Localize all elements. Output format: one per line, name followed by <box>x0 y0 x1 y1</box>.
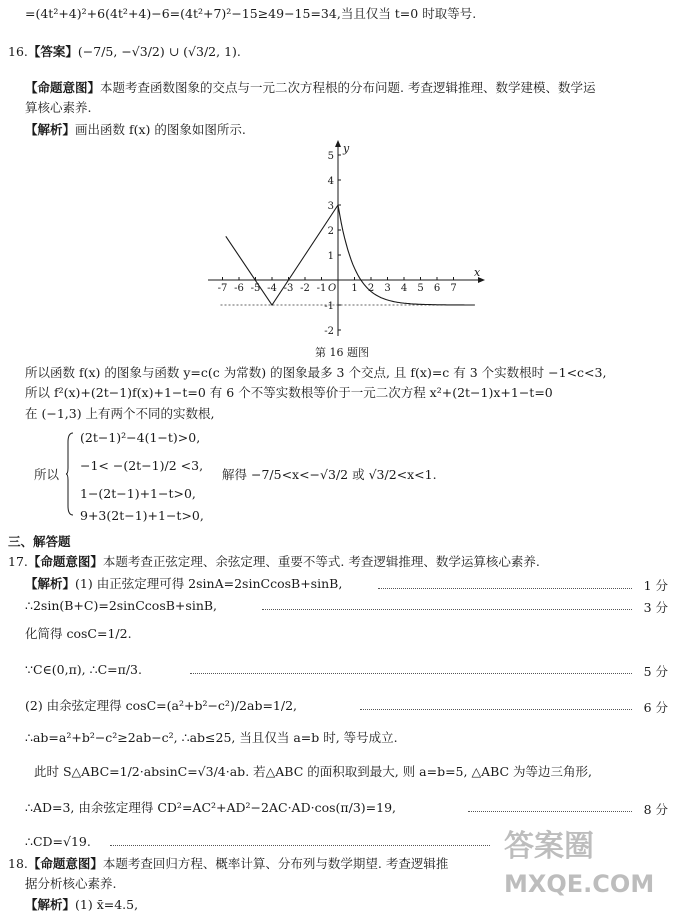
q16-analysis-text: 画出函数 f(x) 的图象如图所示. <box>75 122 246 137</box>
q17-step-2: ∴2sin(B+C)=2sinCcosB+sinB, <box>25 598 218 613</box>
dot-leader <box>468 811 632 812</box>
q16-paragraph-3: 在 (−1,3) 上有两个不同的实数根, <box>25 406 215 421</box>
x-tick-label: -7 <box>217 283 228 294</box>
watermark-cn: 答案圈 <box>504 829 594 864</box>
q17-intent-line <box>8 554 540 570</box>
q16-answer-text: (−7/5, −√3/2) ∪ (√3/2, 1). <box>77 44 241 59</box>
q17-step-3: 化简得 cosC=1/2. <box>25 626 132 641</box>
x-tick-label: -5 <box>250 283 261 294</box>
q17-step-7: 此时 S△ABC=1/2·absinC=√3/4·ab. 若△ABC 的面积取到最大, 则 a=b=5, △ABC 为等边三角形, <box>34 764 593 779</box>
q18-intent-text: 本题考查回归方程、概率计算、分布列与数学期望. 考查逻辑推 <box>102 856 449 871</box>
q17-step-8: ∴AD=3, 由余弦定理得 CD²=AC²+AD²−2AC·AD·cos(π/3)=19, <box>25 800 396 815</box>
q18-intent-line <box>8 856 448 872</box>
q17-score-1: 1 分 <box>643 578 668 593</box>
q17-step-4: ∵C∈(0,π), ∴C=π/3. <box>25 662 142 677</box>
system-inequality-1: (2t−1)²−4(1−t)>0, <box>80 430 201 445</box>
q17-step-9: ∴CD=√19. <box>25 834 91 849</box>
y-tick-label: -1 <box>324 301 334 312</box>
q18-analysis-text: (1) x̄=4.5, <box>75 897 139 912</box>
y-axis-label: y <box>343 142 350 155</box>
top-equation-line: =(4t²+4)²+6(4t²+4)−6=(4t²+7)²−15≥49−15=34,当且仅当 t=0 时取等号. <box>25 6 477 21</box>
q16-intent-text: 本题考查函数图象的交点与一元二次方程根的分布问题. 考查逻辑推理、数学建模、数学运 <box>100 80 596 95</box>
q17-step-5: (2) 由余弦定理得 cosC=(a²+b²−c²)/2ab=1/2, <box>25 698 298 713</box>
q16-intent-tag: 【命题意图】 <box>25 80 101 95</box>
y-tick-label: 2 <box>327 226 334 237</box>
q17-step-1 <box>25 576 342 592</box>
x-tick-label: -4 <box>267 283 277 294</box>
q16-analysis-tag: 【解析】 <box>25 122 76 137</box>
dot-leader <box>360 709 632 710</box>
y-tick-label: 4 <box>327 176 334 187</box>
q16-solution: 解得 −7/5<x<−√3/2 或 √3/2<x<1. <box>222 467 437 482</box>
dot-leader <box>110 845 490 846</box>
q17-score-8: 8 分 <box>643 802 668 817</box>
q16-paragraph-2: 所以 f²(x)+(2t−1)f(x)+1−t=0 有 6 个不等实数根等价于一元二次方程 x²+(2t−1)x+1−t=0 <box>25 385 553 400</box>
q16-answer-tag: 【答案】 <box>27 44 78 59</box>
q16-intent-line <box>25 80 595 96</box>
system-inequality-3: 1−(2t−1)+1−t>0, <box>80 486 196 501</box>
q17-step-1-text: (1) 由正弦定理可得 2sinA=2sinCcosB+sinB, <box>75 576 343 591</box>
system-label: 所以 <box>34 467 60 482</box>
q18-analysis-tag: 【解析】 <box>25 897 76 912</box>
figure-caption: 第 16 题图 <box>315 346 369 359</box>
q16-answer-line <box>8 44 241 60</box>
y-axis-arrow <box>335 140 341 147</box>
q17-number: 17. <box>8 554 28 569</box>
q17-step-6: ∴ab=a²+b²−c²≥2ab−c², ∴ab≤25, 当且仅当 a=b 时, 等号成立. <box>25 730 398 745</box>
system-inequality-2: −1< −(2t−1)/2 <3, <box>80 458 204 473</box>
q16-intent-line-2: 算核心素养. <box>25 100 92 115</box>
q16-paragraph-1: 所以函数 f(x) 的图象与函数 y=c(c 为常数) 的图象最多 3 个交点, 且 f(x)=c 有 3 个实数根时 −1<c<3, <box>25 365 607 380</box>
y-tick-label: -2 <box>324 326 334 337</box>
x-tick-label: 1 <box>351 283 358 294</box>
q18-number: 18. <box>8 856 28 871</box>
origin-label: O <box>328 283 337 294</box>
q18-intent-tag: 【命题意图】 <box>27 856 103 871</box>
system-inequality-4: 9+3(2t−1)+1−t>0, <box>80 508 204 523</box>
x-tick-label: 3 <box>384 283 391 294</box>
q17-analysis-tag: 【解析】 <box>25 576 76 591</box>
x-tick-label: -6 <box>234 283 244 294</box>
watermark-logo <box>500 820 670 900</box>
dot-leader <box>262 609 632 610</box>
x-axis-label: x <box>474 266 481 279</box>
q17-score-2: 3 分 <box>643 600 668 615</box>
q18-analysis-line <box>25 897 138 913</box>
dot-leader <box>378 588 632 589</box>
x-tick-label: 6 <box>433 283 441 294</box>
y-tick-label: 5 <box>327 151 334 162</box>
q17-intent-text: 本题考查正弦定理、余弦定理、重要不等式. 考查逻辑推理、数学运算核心素养. <box>102 554 540 569</box>
q18-intent-line-2: 据分析核心素养. <box>25 876 117 891</box>
q16-number: 16. <box>8 44 28 59</box>
q16-analysis-line <box>25 122 246 138</box>
system-brace <box>66 432 74 516</box>
x-tick-label: 2 <box>367 283 375 294</box>
x-tick-label: -2 <box>300 283 310 294</box>
y-tick-label: 3 <box>327 201 334 212</box>
x-tick-label: 7 <box>450 283 457 294</box>
section-heading: 三、解答题 <box>8 534 71 549</box>
q17-score-5: 6 分 <box>643 700 668 715</box>
q17-intent-tag: 【命题意图】 <box>27 554 103 569</box>
x-tick-label: 4 <box>400 283 408 294</box>
x-tick-label: -3 <box>283 283 294 294</box>
function-graph <box>200 140 490 345</box>
y-tick-label: 1 <box>327 251 334 262</box>
q17-score-4: 5 分 <box>643 664 668 679</box>
x-tick-label: -1 <box>316 283 327 294</box>
x-tick-label: 5 <box>417 283 424 294</box>
dot-leader <box>190 673 632 674</box>
watermark-en: MXQE.COM <box>504 870 655 898</box>
